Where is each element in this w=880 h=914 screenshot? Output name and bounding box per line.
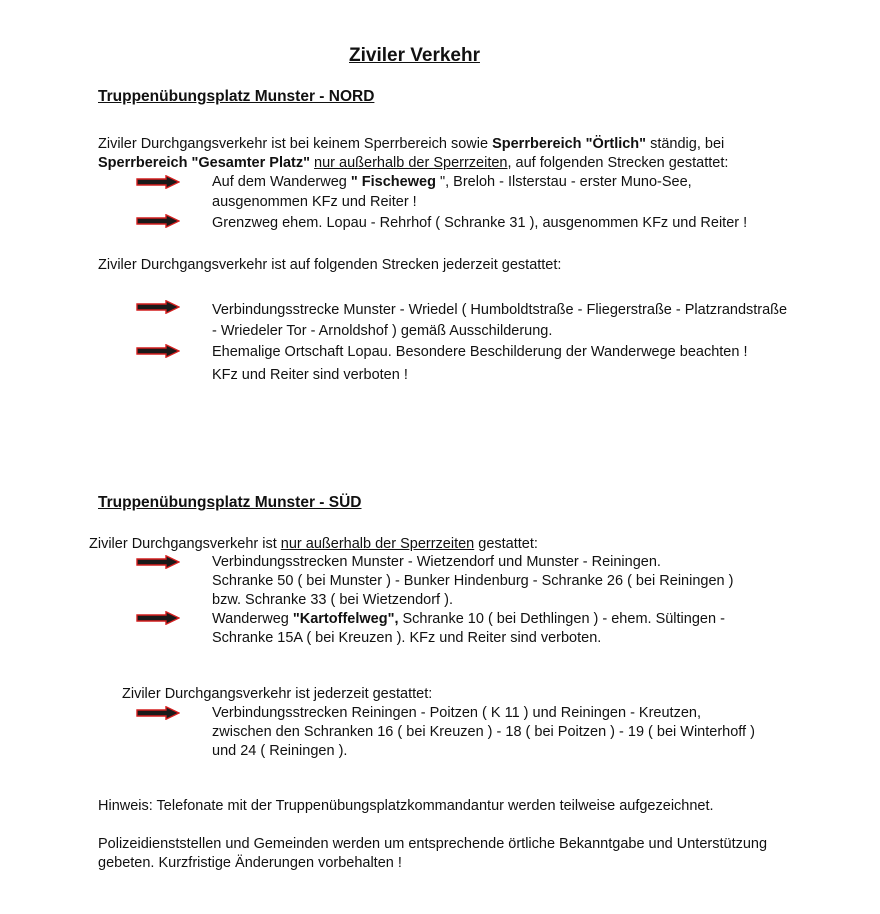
nord-item-3-line-2: - Wriedeler Tor - Arnoldshof ) gemäß Ausschilderung.	[212, 323, 553, 339]
arrow-icon	[136, 706, 180, 720]
nord-item-4-line-2: KFz und Reiter sind verboten !	[212, 367, 408, 383]
sued-item-2-line-1: Wanderweg "Kartoffelweg", Schranke 10 ( bei Dethlingen ) - ehem. Sültingen -	[212, 611, 725, 627]
nord-item-2: Grenzweg ehem. Lopau - Rehrhof ( Schranke 31 ), ausgenommen KFz und Reiter !	[212, 215, 748, 231]
sued-item-3-line-3: und 24 ( Reiningen ).	[212, 743, 348, 759]
nord-paragraph-jederzeit: Ziviler Durchgangsverkehr ist auf folgenden Strecken jederzeit gestattet:	[98, 257, 562, 273]
sued-paragraph-jederzeit: Ziviler Durchgangsverkehr ist jederzeit gestattet:	[122, 686, 433, 702]
sued-item-2-line-2: Schranke 15A ( bei Kreuzen ). KFz und Reiter sind verboten.	[212, 630, 602, 646]
arrow-icon	[136, 214, 180, 228]
nord-item-4-line-1: Ehemalige Ortschaft Lopau. Besondere Beschilderung der Wanderwege beachten !	[212, 344, 748, 360]
arrow-icon	[136, 175, 180, 189]
sued-item-1-line-2: Schranke 50 ( bei Munster ) - Bunker Hindenburg - Schranke 26 ( bei Reiningen )	[212, 573, 734, 589]
footer-line-1: Polizeidienststellen und Gemeinden werden um entsprechende örtliche Bekanntgabe und Unterstützung	[98, 836, 768, 852]
nord-paragraph-line-2: Sperrbereich "Gesamter Platz" nur außerhalb der Sperrzeiten, auf folgenden Strecken gestattet:	[98, 155, 729, 171]
sued-item-3-line-2: zwischen den Schranken 16 ( bei Kreuzen ) - 18 ( bei Poitzen ) - 19 ( bei Winterhoff )	[212, 724, 755, 740]
nord-item-3-line-1: Verbindungsstrecke Munster - Wriedel ( Humboldtstraße - Fliegerstraße - Platzrandstraße	[212, 302, 788, 318]
sued-item-3-line-1: Verbindungsstrecken Reiningen - Poitzen ( K 11 ) und Reiningen - Kreutzen,	[212, 705, 701, 721]
sued-paragraph-1: Ziviler Durchgangsverkehr ist nur außerhalb der Sperrzeiten gestattet:	[89, 536, 538, 552]
arrow-icon	[136, 555, 180, 569]
arrow-icon	[136, 344, 180, 358]
section-heading-nord: Truppenübungsplatz Munster - NORD	[98, 88, 375, 105]
footer-line-2: gebeten. Kurzfristige Änderungen vorbehalten !	[98, 855, 402, 871]
arrow-icon	[136, 611, 180, 625]
hinweis-text: Hinweis: Telefonate mit der Truppenübungsplatzkommandantur werden teilweise aufgezeichnet.	[98, 798, 714, 814]
nord-item-1-line-2: ausgenommen KFz und Reiter !	[212, 194, 417, 210]
nord-paragraph-line-1: Ziviler Durchgangsverkehr ist bei keinem Sperrbereich sowie Sperrbereich "Örtlich" ständig, bei	[98, 136, 725, 152]
sued-item-1-line-3: bzw. Schranke 33 ( bei Wietzendorf ).	[212, 592, 453, 608]
sued-item-1-line-1: Verbindungsstrecken Munster - Wietzendorf und Munster - Reiningen.	[212, 554, 661, 570]
nord-item-1-line-1: Auf dem Wanderweg " Fischeweg ", Breloh - Ilsterstau - erster Muno-See,	[212, 174, 692, 190]
page-title: Ziviler Verkehr	[349, 45, 480, 66]
arrow-icon	[136, 300, 180, 314]
section-heading-sued: Truppenübungsplatz Munster - SÜD	[98, 494, 362, 511]
